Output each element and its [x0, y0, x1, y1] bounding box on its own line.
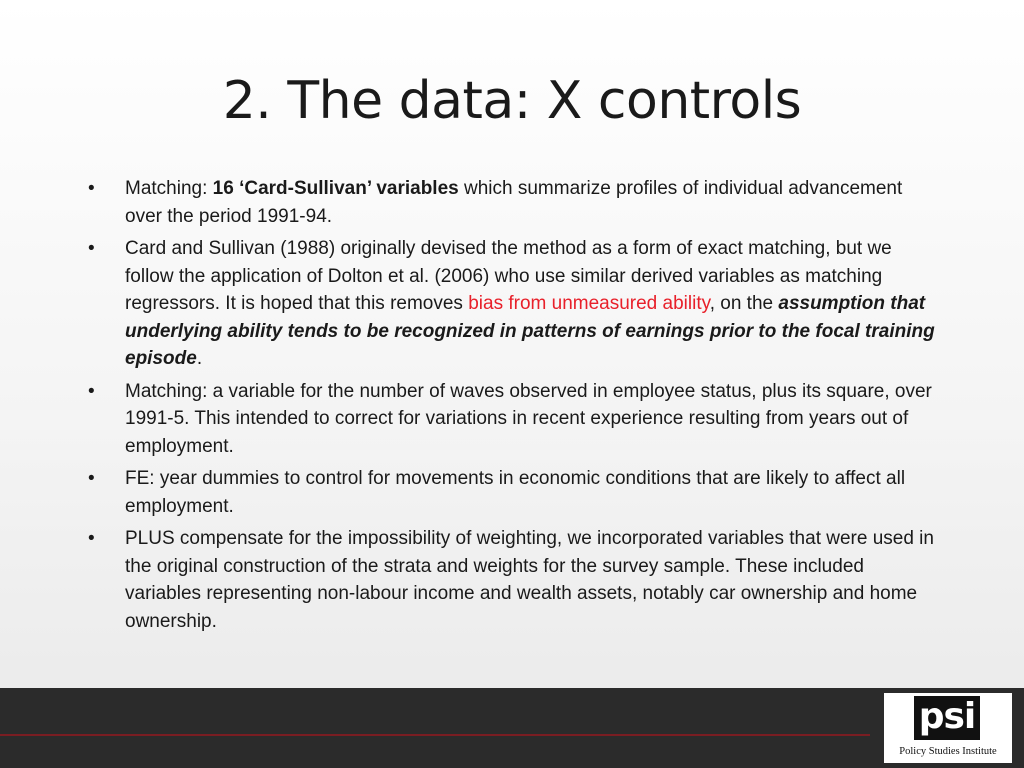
bullet-text: , on the: [709, 293, 779, 314]
footer-divider: [0, 734, 870, 736]
bullet-text: Matching: a variable for the number of waves observed in employee status, plus its square, over 1991-5. This intended to correct for variations in recent experience resulting from years out of employment.: [125, 380, 932, 457]
bullet-item-4: [88, 465, 940, 520]
bullet-item-2: [88, 235, 940, 373]
bullet-text: FE: year dummies to control for movements in economic conditions that are likely to affect all employment.: [125, 468, 906, 517]
bullet-marker: •: [88, 468, 95, 489]
bullet-marker: •: [88, 238, 95, 259]
psi-logo: [884, 693, 1012, 763]
psi-logo-text: Policy Studies Institute: [899, 746, 997, 757]
bullet-list: [88, 175, 940, 640]
bullet-text: Matching:: [125, 178, 213, 199]
footer-bar: [0, 688, 1024, 768]
bullet-item-5: [88, 525, 940, 635]
bullet-marker: •: [88, 380, 95, 402]
bullet-item-3: [88, 378, 940, 461]
bullet-text-highlight: bias from unmeasured ability: [468, 293, 710, 314]
slide-title: 2. The data: X controls: [222, 70, 802, 131]
psi-logo-mark: psi: [914, 696, 980, 740]
bullet-text: .: [196, 348, 203, 369]
bullet-text: which summarize profiles of individual advancement over the period 1991-94.: [125, 178, 903, 227]
bullet-item-1: [88, 175, 940, 230]
bullet-text-emphasis: assumption that underlying ability tends to be recognized in patterns of earnings prior to the focal training episode: [125, 293, 935, 369]
bullet-text: Card and Sullivan (1988) originally devised the method as a form of exact matching, but we follow the application of Dolton et al. (2006) who use similar derived variables as matching regressors. It is hoped that this removes: [125, 238, 892, 314]
bullet-marker: •: [88, 528, 95, 549]
bullet-marker: •: [88, 178, 95, 199]
bullet-text-bold: 16 ‘Card-Sullivan’ variables: [212, 178, 459, 199]
bullet-text: PLUS compensate for the impossibility of weighting, we incorporated variables that were used in the original construction of the strata and weights for the survey sample. These included variables representing non-labour income and wealth assets, notably car ownership and home ownership.: [125, 528, 934, 632]
